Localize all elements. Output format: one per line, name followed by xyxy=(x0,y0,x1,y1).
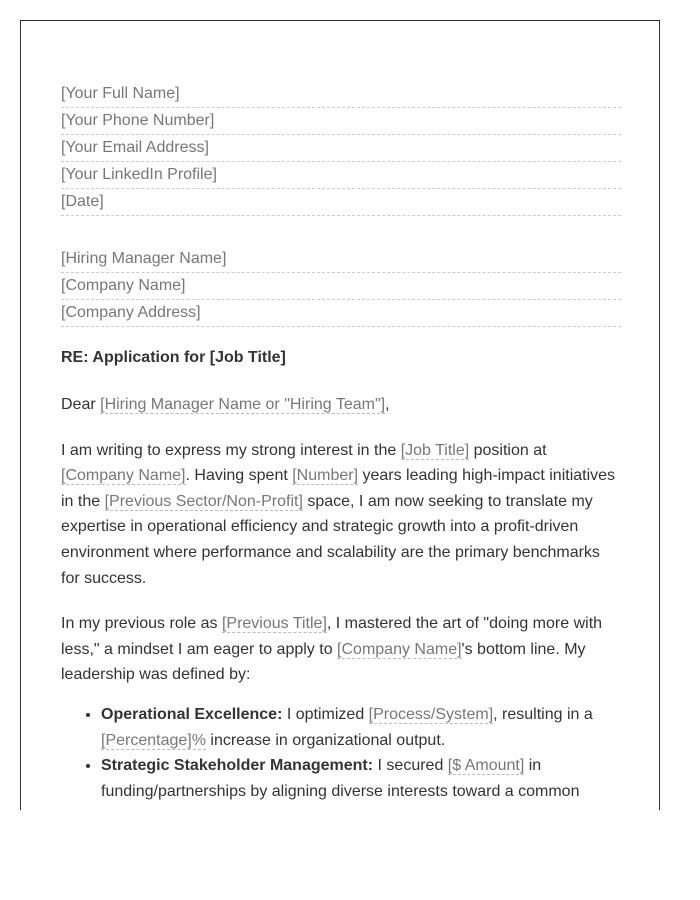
letter-page xyxy=(20,20,660,810)
subject-line: RE: Application for [Job Title] xyxy=(61,349,286,366)
process-system-placeholder[interactable]: [Process/System] xyxy=(368,705,494,723)
p1-text-2: position at xyxy=(469,441,547,459)
hiring-manager-field[interactable]: [Hiring Manager Name] xyxy=(61,246,621,273)
p1-text-5: space, I am now seeking to translate my expertise in operational efficiency and strategic growth into a profit-driven environment where performance and scalability are the primary benchmarks for success. xyxy=(61,492,600,587)
achievement-text: in funding/partnerships by aligning diverse interests toward a common xyxy=(101,757,580,800)
p2-text-2: , I mastered the art of "doing more with less," a mindset I am eager to apply to xyxy=(61,615,603,658)
p2-text-3: 's bottom line. My leadership was defined by: xyxy=(61,640,586,684)
salutation-prefix: Dear xyxy=(61,396,101,413)
salutation xyxy=(61,392,621,418)
achievement-text: I optimized xyxy=(282,705,369,723)
sender-linkedin-field[interactable]: [Your LinkedIn Profile] xyxy=(61,162,621,189)
p2-text-1: In my previous role as xyxy=(61,615,222,633)
body-paragraph-2 xyxy=(61,611,621,688)
sender-block xyxy=(61,81,621,216)
p1-job-title-placeholder[interactable]: [Job Title] xyxy=(400,441,470,459)
achievement-item xyxy=(101,753,621,804)
p1-number-placeholder[interactable]: [Number] xyxy=(292,467,359,485)
company-address-field[interactable]: [Company Address] xyxy=(61,300,621,327)
p1-sector-placeholder[interactable]: [Previous Sector/Non-Profit] xyxy=(104,492,303,510)
achievement-label: Strategic Stakeholder Management: xyxy=(101,757,374,775)
achievement-item xyxy=(101,702,621,753)
p1-company-placeholder[interactable]: [Company Name] xyxy=(61,467,186,485)
salutation-suffix: , xyxy=(385,396,390,413)
letter-content xyxy=(61,81,621,804)
p2-company-placeholder[interactable]: [Company Name] xyxy=(337,640,462,658)
percentage-placeholder[interactable]: [Percentage]% xyxy=(101,731,206,749)
achievement-text: , resulting in a xyxy=(493,705,593,723)
achievement-label: Operational Excellence: xyxy=(101,705,283,723)
company-name-field[interactable]: [Company Name] xyxy=(61,273,621,300)
p1-text-1: I am writing to express my strong interest in the xyxy=(61,441,401,459)
p1-text-4: years leading high-impact initiatives in the xyxy=(61,467,616,510)
achievement-list xyxy=(61,702,621,804)
p1-text-3: . Having spent xyxy=(185,467,293,485)
body-paragraph-1 xyxy=(61,438,621,592)
salutation-placeholder[interactable]: [Hiring Manager Name or "Hiring Team"] xyxy=(100,396,386,413)
block-spacer xyxy=(61,216,621,246)
p2-previous-title-placeholder[interactable]: [Previous Title] xyxy=(221,615,327,633)
sender-phone-field[interactable]: [Your Phone Number] xyxy=(61,108,621,135)
sender-full-name-field[interactable]: [Your Full Name] xyxy=(61,81,621,108)
sender-email-field[interactable]: [Your Email Address] xyxy=(61,135,621,162)
date-field[interactable]: [Date] xyxy=(61,189,621,216)
amount-placeholder[interactable]: [$ Amount] xyxy=(447,757,525,775)
recipient-block xyxy=(61,246,621,327)
achievement-text: increase in organizational output. xyxy=(205,731,446,749)
achievement-text: I secured xyxy=(373,757,448,775)
